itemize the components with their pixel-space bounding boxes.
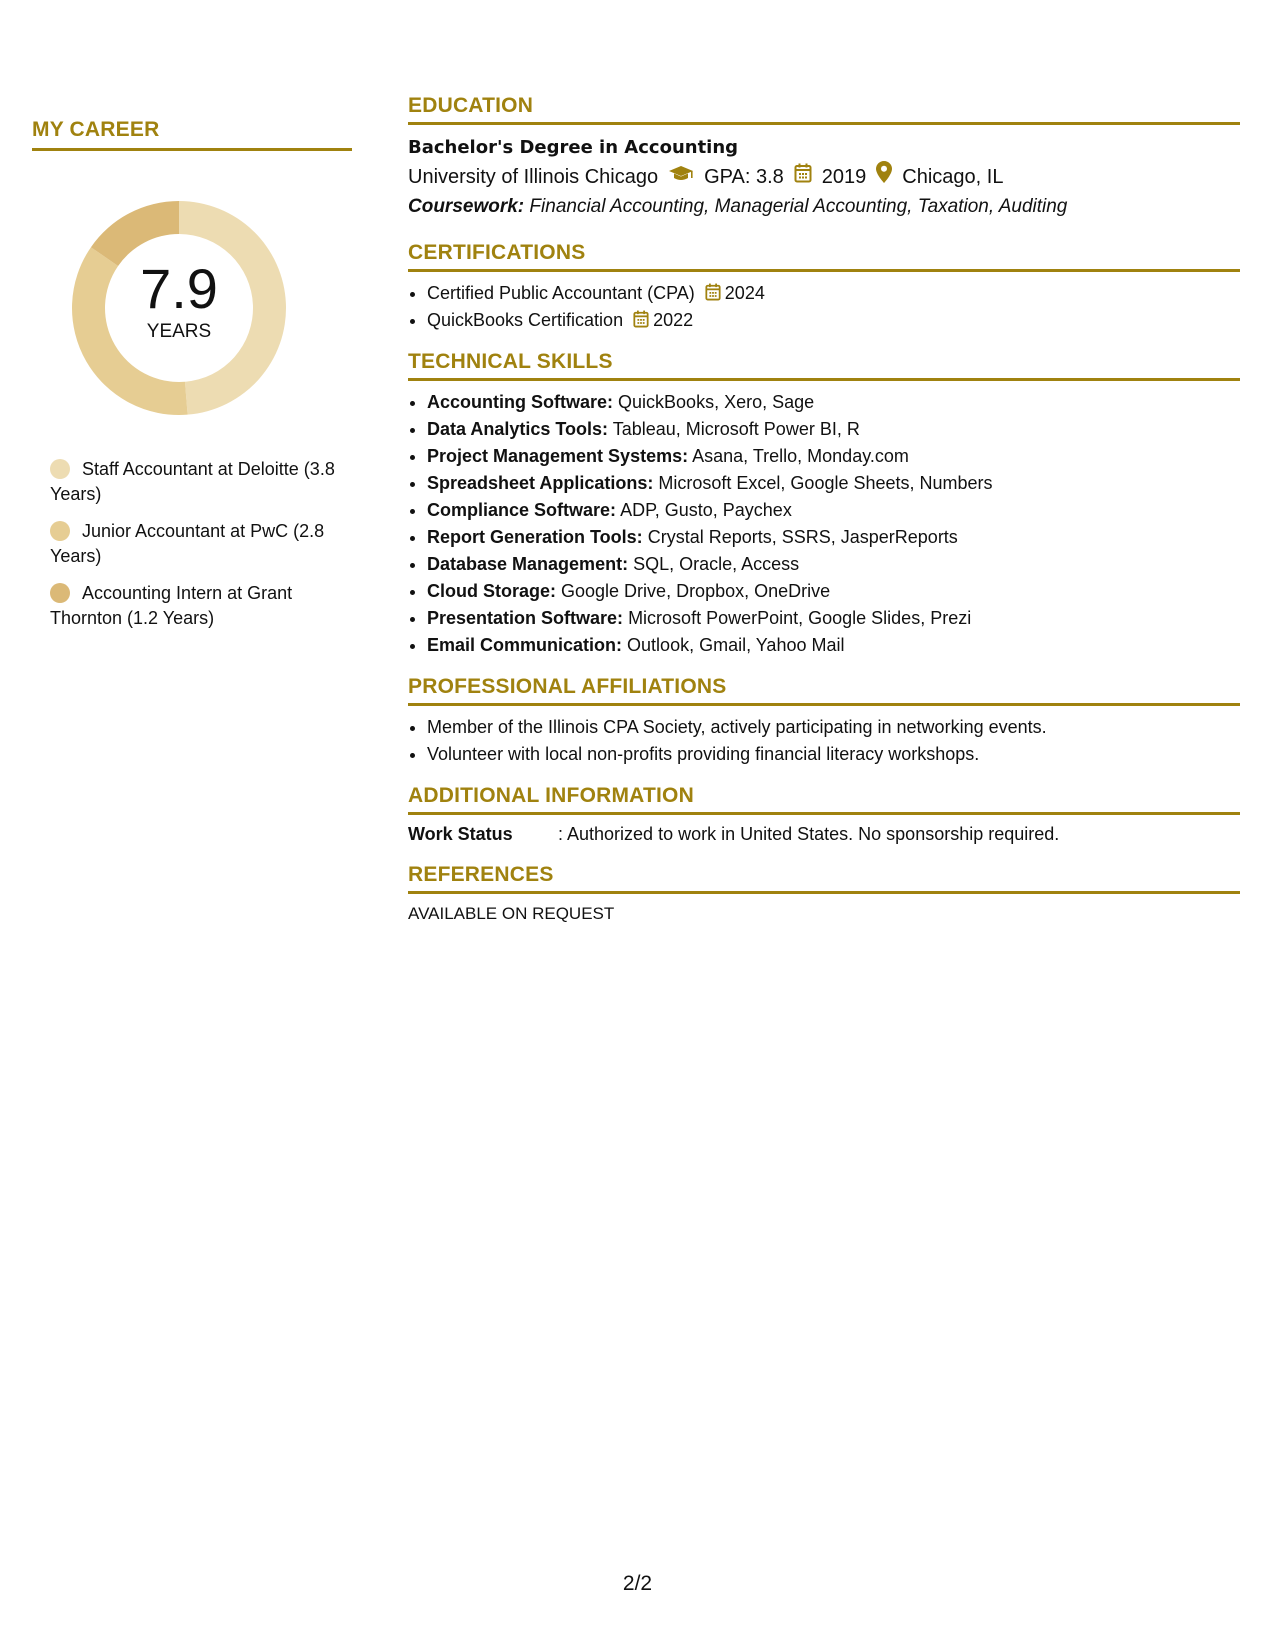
legend-dot <box>50 521 70 541</box>
coursework <box>408 193 1240 221</box>
skill-item <box>427 632 1240 659</box>
coursework-list: Financial Accounting, Managerial Accounting, Taxation, Auditing <box>529 196 1068 217</box>
skill-label: Cloud Storage: <box>427 581 556 601</box>
education-details <box>408 161 1240 193</box>
main-content <box>408 94 1240 936</box>
career-donut-chart <box>64 193 294 423</box>
skill-value: Tableau, Microsoft Power BI, R <box>612 419 860 439</box>
skill-label: Spreadsheet Applications: <box>427 473 654 493</box>
legend-label: Accounting Intern at Grant Thornton (1.2 Years) <box>50 583 293 628</box>
references-title: REFERENCES <box>408 863 1240 894</box>
coursework-label: Coursework: <box>408 196 525 217</box>
donut-center <box>64 193 294 423</box>
calendar-icon <box>705 283 721 301</box>
skill-item <box>427 470 1240 497</box>
career-sidebar <box>32 118 352 643</box>
page-number: 2/2 <box>622 1572 653 1595</box>
total-years-value: 7.9 <box>140 257 218 320</box>
school-location: Chicago, IL <box>902 166 1004 188</box>
legend-item <box>50 457 352 507</box>
graduation-year: 2019 <box>821 166 867 188</box>
legend-dot <box>50 583 70 603</box>
skill-value: Google Drive, Dropbox, OneDrive <box>561 581 831 601</box>
certifications-list <box>408 280 1240 334</box>
legend-label: Staff Accountant at Deloitte (3.8 Years) <box>50 459 335 504</box>
skill-item <box>427 443 1240 470</box>
affiliations-section <box>408 675 1240 768</box>
skills-list <box>408 389 1240 659</box>
work-status-label: Work Status <box>408 824 513 844</box>
skill-label: Database Management: <box>427 554 629 574</box>
skill-label: Email Communication: <box>427 635 623 655</box>
skills-section <box>408 350 1240 659</box>
skill-item <box>427 497 1240 524</box>
references-section <box>408 863 1240 924</box>
work-status-row <box>408 821 1240 847</box>
work-status-value: : Authorized to work in United States. No sponsorship required. <box>558 824 1060 844</box>
location-pin-icon <box>876 161 892 193</box>
education-section <box>408 94 1240 221</box>
affiliation-item: • Volunteer with local non-profits providing financial literacy workshops. <box>427 741 1240 768</box>
skill-item <box>427 605 1240 632</box>
skill-value: SQL, Oracle, Access <box>633 554 800 574</box>
skill-value: Crystal Reports, SSRS, JasperReports <box>647 527 958 547</box>
skill-label: Compliance Software: <box>427 500 617 520</box>
legend-item <box>50 581 352 631</box>
education-title: EDUCATION <box>408 94 1240 125</box>
affiliation-item: • Member of the Illinois CPA Society, actively participating in networking events. <box>427 714 1240 741</box>
career-legend <box>50 457 352 631</box>
skill-label: Data Analytics Tools: <box>427 419 609 439</box>
skill-label: Presentation Software: <box>427 608 624 628</box>
skill-label: Project Management Systems: <box>427 446 689 466</box>
skill-item <box>427 524 1240 551</box>
total-years-unit: YEARS <box>146 321 212 342</box>
skill-item <box>427 578 1240 605</box>
certification-name: QuickBooks Certification <box>427 310 624 330</box>
skill-value: QuickBooks, Xero, Sage <box>618 392 815 412</box>
gpa: GPA: 3.8 <box>704 166 784 188</box>
certification-item <box>427 307 1240 334</box>
additional-info-title: ADDITIONAL INFORMATION <box>408 784 1240 815</box>
school-name: University of Illinois Chicago <box>408 166 659 188</box>
skill-label: Report Generation Tools: <box>427 527 643 547</box>
skill-value: ADP, Gusto, Paychex <box>620 500 792 520</box>
career-title: MY CAREER <box>32 118 352 151</box>
skill-item <box>427 416 1240 443</box>
skill-item <box>427 551 1240 578</box>
calendar-icon <box>794 161 812 193</box>
certification-item <box>427 280 1240 307</box>
legend-item <box>50 519 352 569</box>
affiliations-list <box>408 714 1240 768</box>
skill-value: Microsoft PowerPoint, Google Slides, Prezi <box>628 608 972 628</box>
certifications-section <box>408 241 1240 334</box>
graduation-cap-icon <box>668 161 694 193</box>
skills-title: TECHNICAL SKILLS <box>408 350 1240 381</box>
certification-year: 2022 <box>653 310 694 330</box>
certifications-title: CERTIFICATIONS <box>408 241 1240 272</box>
skill-value: Microsoft Excel, Google Sheets, Numbers <box>658 473 993 493</box>
skill-value: Asana, Trello, Monday.com <box>692 446 909 466</box>
calendar-icon <box>633 310 649 328</box>
legend-label: Junior Accountant at PwC (2.8 Years) <box>50 521 325 566</box>
additional-info-section <box>408 784 1240 847</box>
skill-value: Outlook, Gmail, Yahoo Mail <box>627 635 845 655</box>
affiliations-title: PROFESSIONAL AFFILIATIONS <box>408 675 1240 706</box>
references-text: AVAILABLE ON REQUEST <box>408 904 615 923</box>
certification-year: 2024 <box>724 283 765 303</box>
certification-name: Certified Public Accountant (CPA) <box>427 283 695 303</box>
skill-label: Accounting Software: <box>427 392 614 412</box>
legend-dot <box>50 459 70 479</box>
skill-item <box>427 389 1240 416</box>
degree-name: Bachelor's Degree in Accounting <box>408 137 739 158</box>
